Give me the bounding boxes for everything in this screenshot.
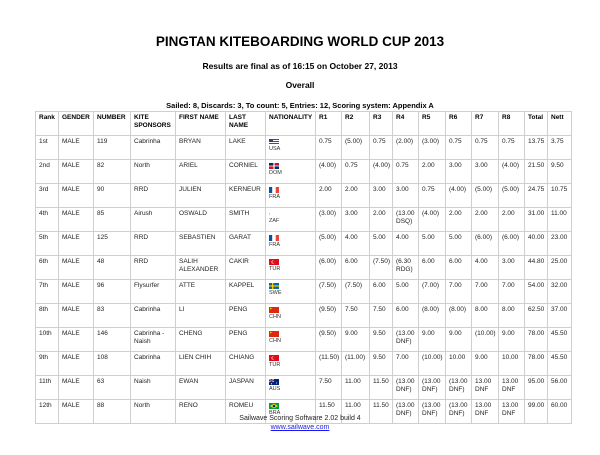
- sail-number-cell: 96: [94, 280, 131, 304]
- total-score: 78.00: [525, 328, 548, 352]
- column-header: GENDER: [59, 112, 94, 136]
- total-score: 40.00: [525, 232, 548, 256]
- swe-flag-icon: [269, 283, 313, 289]
- race-8-score: 7.00: [499, 280, 525, 304]
- gender-cell: MALE: [59, 304, 94, 328]
- race-2-score: 3.00: [342, 208, 370, 232]
- race-2-score: 6.00: [342, 256, 370, 280]
- gender-cell: MALE: [59, 376, 94, 400]
- race-8-score: (6.00): [499, 232, 525, 256]
- race-8-score: 8.00: [499, 304, 525, 328]
- race-3-score: 9.50: [370, 352, 393, 376]
- race-3-score: (7.50): [370, 256, 393, 280]
- last-name-cell: PENG: [226, 328, 266, 352]
- page-title: PINGTAN KITEBOARDING WORLD CUP 2013: [155, 34, 445, 49]
- race-5-score: (4.00): [419, 208, 446, 232]
- race-7-score: 7.00: [472, 280, 499, 304]
- column-header: Nett: [548, 112, 572, 136]
- race-8-score: 13.00 DNF: [499, 400, 525, 424]
- total-score: 24.75: [525, 184, 548, 208]
- race-2-score: 9.00: [342, 328, 370, 352]
- nationality-cell: [266, 232, 316, 256]
- first-name-cell: BRYAN: [176, 136, 226, 160]
- table-row: [36, 352, 572, 376]
- gender-cell: MALE: [59, 232, 94, 256]
- kite-sponsor-cell: RRD: [131, 232, 176, 256]
- nationality-code: FRA: [269, 194, 280, 200]
- last-name-cell: LAKE: [226, 136, 266, 160]
- race-1-score: 11.50: [316, 400, 342, 424]
- usa-flag-icon: [269, 139, 313, 145]
- race-4-score: (13.00 DSQ): [393, 208, 419, 232]
- first-name-cell: SALIH ALEXANDER: [176, 256, 226, 280]
- tur-flag-icon: [269, 355, 313, 361]
- gender-cell: MALE: [59, 328, 94, 352]
- race-6-score: 6.00: [446, 256, 472, 280]
- kite-sponsor-cell: Flysurfer: [131, 280, 176, 304]
- last-name-cell: SMITH: [226, 208, 266, 232]
- gender-cell: MALE: [59, 136, 94, 160]
- software-credit: Sailwave Scoring Software 2.02 build 4: [239, 415, 361, 422]
- race-8-score: 2.00: [499, 208, 525, 232]
- race-3-score: 0.75: [370, 136, 393, 160]
- rank-cell: 5th: [36, 232, 59, 256]
- last-name-cell: GARAT: [226, 232, 266, 256]
- rank-cell: 3rd: [36, 184, 59, 208]
- column-header: Total: [525, 112, 548, 136]
- race-6-score: (13.00 DNF): [446, 400, 472, 424]
- nationality-cell: [266, 184, 316, 208]
- nationality-code: CHN: [269, 314, 281, 320]
- tur-flag-icon: [269, 259, 313, 265]
- total-score: 62.50: [525, 304, 548, 328]
- race-1-score: (6.00): [316, 256, 342, 280]
- race-8-score: 9.00: [499, 328, 525, 352]
- nett-score: 60.00: [548, 400, 572, 424]
- table-row: [36, 256, 572, 280]
- column-header: R6: [446, 112, 472, 136]
- sail-number-cell: 48: [94, 256, 131, 280]
- race-7-score: (10.00): [472, 328, 499, 352]
- table-row: [36, 184, 572, 208]
- race-3-score: 11.50: [370, 400, 393, 424]
- race-8-score: (5.00): [499, 184, 525, 208]
- column-header: Rank: [36, 112, 59, 136]
- race-6-score: (4.00): [446, 184, 472, 208]
- last-name-cell: KAPPEL: [226, 280, 266, 304]
- rank-cell: 11th: [36, 376, 59, 400]
- race-2-score: (7.50): [342, 280, 370, 304]
- nationality-cell: [266, 328, 316, 352]
- race-3-score: 6.00: [370, 280, 393, 304]
- table-row: [36, 280, 572, 304]
- column-header: R4: [393, 112, 419, 136]
- first-name-cell: ATTE: [176, 280, 226, 304]
- nationality-code: ZAF: [269, 218, 280, 224]
- nationality-code: SWE: [269, 290, 282, 296]
- gender-cell: MALE: [59, 400, 94, 424]
- first-name-cell: CHENG: [176, 328, 226, 352]
- last-name-cell: ROMEU: [226, 400, 266, 424]
- gender-cell: MALE: [59, 256, 94, 280]
- last-name-cell: JASPAN: [226, 376, 266, 400]
- nationality-code: CHN: [269, 338, 281, 344]
- nationality-cell: [266, 304, 316, 328]
- race-3-score: 5.00: [370, 232, 393, 256]
- rank-cell: 1st: [36, 136, 59, 160]
- nationality-code: DOM: [269, 170, 282, 176]
- total-score: 21.50: [525, 160, 548, 184]
- race-4-score: 0.75: [393, 160, 419, 184]
- first-name-cell: RENO: [176, 400, 226, 424]
- last-name-cell: CORNIEL: [226, 160, 266, 184]
- gender-cell: MALE: [59, 184, 94, 208]
- column-header: R3: [370, 112, 393, 136]
- rank-cell: 2nd: [36, 160, 59, 184]
- race-1-score: (3.00): [316, 208, 342, 232]
- race-3-score: 2.00: [370, 208, 393, 232]
- race-1-score: 2.00: [316, 184, 342, 208]
- race-7-score: (5.00): [472, 184, 499, 208]
- nationality-code: TUR: [269, 362, 281, 368]
- nationality-code: FRA: [269, 242, 280, 248]
- nett-score: 45.50: [548, 328, 572, 352]
- race-4-score: 7.00: [393, 352, 419, 376]
- header-row: [36, 112, 572, 136]
- column-header: LAST NAME: [226, 112, 266, 136]
- column-header: R7: [472, 112, 499, 136]
- total-score: 54.00: [525, 280, 548, 304]
- race-1-score: (4.00): [316, 160, 342, 184]
- nett-score: 23.00: [548, 232, 572, 256]
- race-6-score: 0.75: [446, 136, 472, 160]
- race-5-score: 2.00: [419, 160, 446, 184]
- race-5-score: 0.75: [419, 184, 446, 208]
- column-header: R8: [499, 112, 525, 136]
- total-score: 99.00: [525, 400, 548, 424]
- first-name-cell: ARIEL: [176, 160, 226, 184]
- race-2-score: 0.75: [342, 160, 370, 184]
- gender-cell: MALE: [59, 352, 94, 376]
- kite-sponsor-cell: RRD: [131, 256, 176, 280]
- race-5-score: 5.00: [419, 232, 446, 256]
- race-7-score: 9.00: [472, 352, 499, 376]
- last-name-cell: PENG: [226, 304, 266, 328]
- race-8-score: 0.75: [499, 136, 525, 160]
- nationality-cell: [266, 208, 316, 232]
- race-8-score: 3.00: [499, 256, 525, 280]
- nationality-cell: [266, 160, 316, 184]
- column-header: FIRST NAME: [176, 112, 226, 136]
- dom-flag-icon: [269, 163, 313, 169]
- sail-number-cell: 82: [94, 160, 131, 184]
- race-1-score: (9.50): [316, 304, 342, 328]
- race-3-score: 7.50: [370, 304, 393, 328]
- table-row: [36, 136, 572, 160]
- race-7-score: 8.00: [472, 304, 499, 328]
- total-score: 13.75: [525, 136, 548, 160]
- sail-number-cell: 125: [94, 232, 131, 256]
- race-6-score: (8.00): [446, 304, 472, 328]
- race-5-score: 6.00: [419, 256, 446, 280]
- race-6-score: (13.00 DNF): [446, 376, 472, 400]
- race-5-score: (3.00): [419, 136, 446, 160]
- table-row: [36, 328, 572, 352]
- column-header: NUMBER: [94, 112, 131, 136]
- race-5-score: (13.00 DNF): [419, 376, 446, 400]
- nett-score: 11.00: [548, 208, 572, 232]
- section-heading: Overall: [285, 80, 315, 90]
- table-row: [36, 304, 572, 328]
- first-name-cell: LI: [176, 304, 226, 328]
- gender-cell: MALE: [59, 280, 94, 304]
- aus-flag-icon: [269, 379, 313, 385]
- race-2-score: 11.00: [342, 376, 370, 400]
- kite-sponsor-cell: Naish: [131, 376, 176, 400]
- race-8-score: (4.00): [499, 160, 525, 184]
- gender-cell: MALE: [59, 208, 94, 232]
- race-2-score: 2.00: [342, 184, 370, 208]
- race-4-score: 5.00: [393, 280, 419, 304]
- sail-number-cell: 63: [94, 376, 131, 400]
- nationality-cell: [266, 280, 316, 304]
- first-name-cell: JULIEN: [176, 184, 226, 208]
- race-4-score: (2.00): [393, 136, 419, 160]
- sailwave-link[interactable]: www.sailwave.com: [270, 424, 330, 431]
- last-name-cell: CHIANG: [226, 352, 266, 376]
- race-5-score: (10.00): [419, 352, 446, 376]
- sail-number-cell: 108: [94, 352, 131, 376]
- nett-score: 37.00: [548, 304, 572, 328]
- race-4-score: 6.00: [393, 304, 419, 328]
- race-2-score: 7.50: [342, 304, 370, 328]
- race-5-score: (8.00): [419, 304, 446, 328]
- nett-score: 32.00: [548, 280, 572, 304]
- kite-sponsor-cell: Cabrinha - Naish: [131, 328, 176, 352]
- first-name-cell: EWAN: [176, 376, 226, 400]
- sail-number-cell: 90: [94, 184, 131, 208]
- kite-sponsor-cell: Cabrinha: [131, 136, 176, 160]
- first-name-cell: OSWALD: [176, 208, 226, 232]
- race-7-score: 0.75: [472, 136, 499, 160]
- race-7-score: 4.00: [472, 256, 499, 280]
- nett-score: 45.50: [548, 352, 572, 376]
- race-4-score: 3.00: [393, 184, 419, 208]
- race-6-score: 5.00: [446, 232, 472, 256]
- race-3-score: 9.50: [370, 328, 393, 352]
- fra-flag-icon: [269, 235, 313, 241]
- total-score: 44.80: [525, 256, 548, 280]
- race-4-score: (13.00 DNF): [393, 328, 419, 352]
- race-3-score: 11.50: [370, 376, 393, 400]
- sail-number-cell: 119: [94, 136, 131, 160]
- nett-score: 3.75: [548, 136, 572, 160]
- last-name-cell: KERNEUR: [226, 184, 266, 208]
- race-1-score: (7.50): [316, 280, 342, 304]
- rank-cell: 4th: [36, 208, 59, 232]
- race-2-score: 4.00: [342, 232, 370, 256]
- race-3-score: (4.00): [370, 160, 393, 184]
- gender-cell: MALE: [59, 160, 94, 184]
- race-8-score: 13.00 DNF: [499, 376, 525, 400]
- race-4-score: (6.30 RDG): [393, 256, 419, 280]
- table-row: [36, 208, 572, 232]
- first-name-cell: SEBASTIEN: [176, 232, 226, 256]
- chn-flag-icon: [269, 331, 313, 337]
- race-3-score: 3.00: [370, 184, 393, 208]
- bra-flag-icon: [269, 403, 313, 409]
- race-7-score: 13.00 DNF: [472, 376, 499, 400]
- nationality-cell: [266, 376, 316, 400]
- rank-cell: 9th: [36, 352, 59, 376]
- table-row: [36, 232, 572, 256]
- total-score: 95.00: [525, 376, 548, 400]
- rank-cell: 12th: [36, 400, 59, 424]
- rank-cell: 8th: [36, 304, 59, 328]
- nett-score: 25.00: [548, 256, 572, 280]
- nett-score: 10.75: [548, 184, 572, 208]
- nationality-cell: [266, 352, 316, 376]
- kite-sponsor-cell: North: [131, 160, 176, 184]
- nett-score: 9.50: [548, 160, 572, 184]
- race-5-score: (13.00 DNF): [419, 400, 446, 424]
- rank-cell: 6th: [36, 256, 59, 280]
- race-4-score: (13.00 DNF): [393, 400, 419, 424]
- nett-score: 56.00: [548, 376, 572, 400]
- race-6-score: 9.00: [446, 328, 472, 352]
- race-6-score: 2.00: [446, 208, 472, 232]
- rank-cell: 10th: [36, 328, 59, 352]
- total-score: 31.00: [525, 208, 548, 232]
- last-name-cell: CAKIR: [226, 256, 266, 280]
- race-8-score: 10.00: [499, 352, 525, 376]
- fra-flag-icon: [269, 187, 313, 193]
- race-2-score: (5.00): [342, 136, 370, 160]
- race-1-score: (5.00): [316, 232, 342, 256]
- race-5-score: 9.00: [419, 328, 446, 352]
- chn-flag-icon: [269, 307, 313, 313]
- nationality-code: TUR: [269, 266, 281, 272]
- kite-sponsor-cell: Airush: [131, 208, 176, 232]
- sail-number-cell: 85: [94, 208, 131, 232]
- race-7-score: 2.00: [472, 208, 499, 232]
- nationality-code: USA: [269, 146, 281, 152]
- results-status: Results are final as of 16:15 on October 27, 2013: [202, 61, 398, 71]
- race-7-score: (6.00): [472, 232, 499, 256]
- race-5-score: (7.00): [419, 280, 446, 304]
- table-row: [36, 160, 572, 184]
- race-6-score: 7.00: [446, 280, 472, 304]
- rank-cell: 7th: [36, 280, 59, 304]
- total-score: 78.00: [525, 352, 548, 376]
- kite-sponsor-cell: North: [131, 400, 176, 424]
- race-2-score: 11.00: [342, 400, 370, 424]
- first-name-cell: LIEN CHIH: [176, 352, 226, 376]
- kite-sponsor-cell: Cabrinha: [131, 304, 176, 328]
- nationality-cell: [266, 136, 316, 160]
- race-2-score: (11.00): [342, 352, 370, 376]
- series-summary: Sailed: 8, Discards: 3, To count: 5, Entries: 12, Scoring system: Appendix A: [166, 101, 434, 110]
- sail-number-cell: 88: [94, 400, 131, 424]
- kite-sponsor-cell: Cabrinha: [131, 352, 176, 376]
- race-1-score: 7.50: [316, 376, 342, 400]
- race-1-score: (11.50): [316, 352, 342, 376]
- race-4-score: (13.00 DNF): [393, 376, 419, 400]
- race-4-score: 4.00: [393, 232, 419, 256]
- race-1-score: 0.75: [316, 136, 342, 160]
- results-table: [35, 111, 572, 424]
- sail-number-cell: 146: [94, 328, 131, 352]
- race-7-score: 13.00 DNF: [472, 400, 499, 424]
- column-header: R1: [316, 112, 342, 136]
- nationality-cell: [266, 256, 316, 280]
- column-header: R5: [419, 112, 446, 136]
- sail-number-cell: 83: [94, 304, 131, 328]
- kite-sponsor-cell: RRD: [131, 184, 176, 208]
- race-6-score: 10.00: [446, 352, 472, 376]
- column-header: R2: [342, 112, 370, 136]
- column-header: NATIONALITY: [266, 112, 316, 136]
- nationality-code: BRA: [269, 410, 281, 416]
- column-header: KITE SPONSORS: [131, 112, 176, 136]
- race-6-score: 3.00: [446, 160, 472, 184]
- table-row: [36, 376, 572, 400]
- nationality-code: AUS: [269, 386, 281, 392]
- zaf-flag-icon: [269, 211, 313, 217]
- race-1-score: (9.50): [316, 328, 342, 352]
- race-7-score: 3.00: [472, 160, 499, 184]
